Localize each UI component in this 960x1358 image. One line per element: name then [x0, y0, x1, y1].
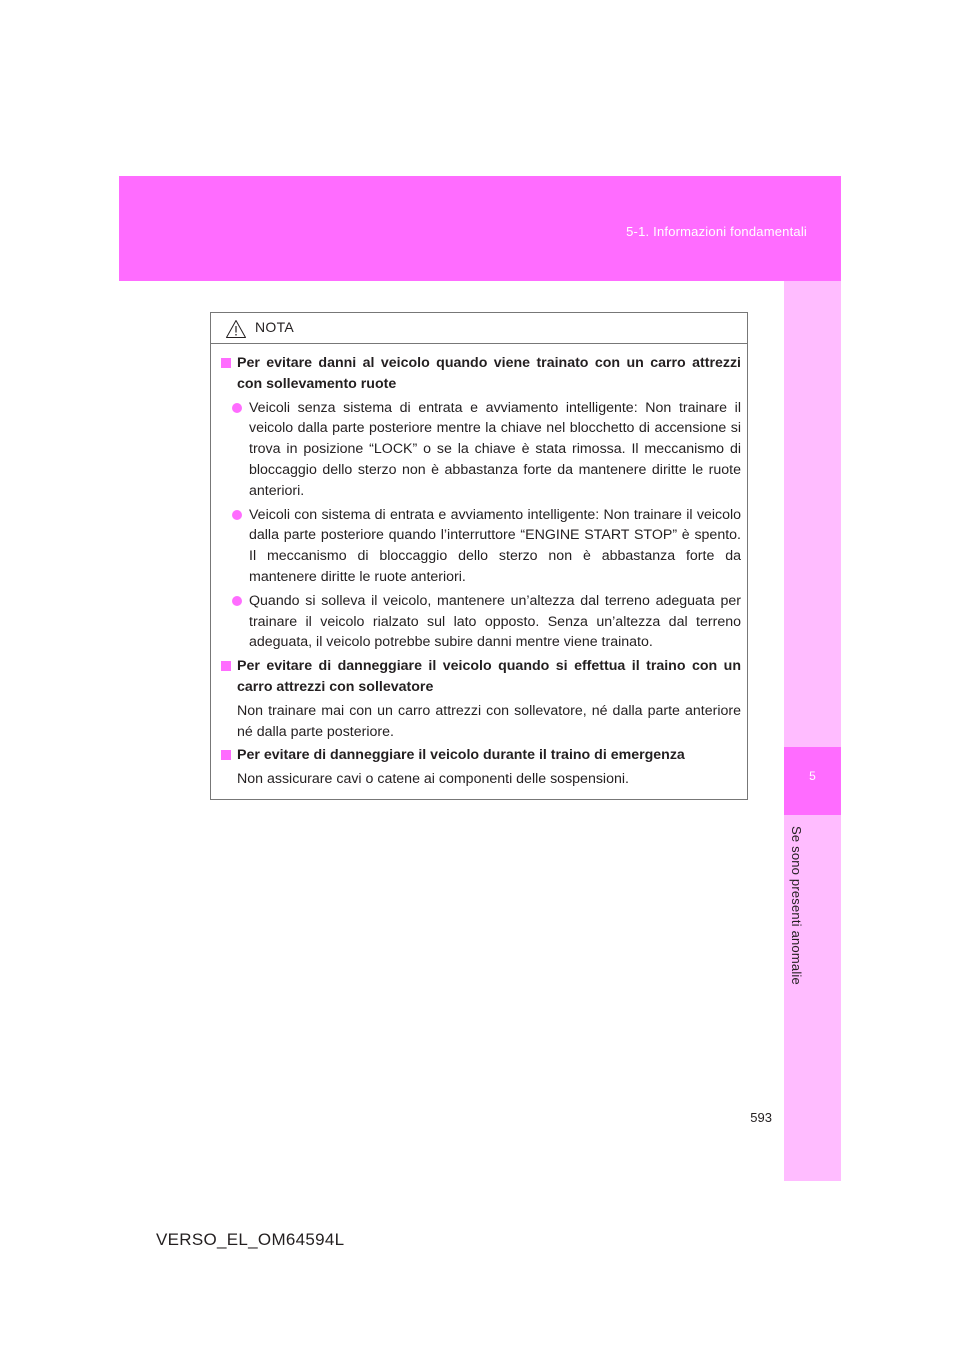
- chapter-title: Se sono presenti anomalie: [789, 826, 804, 985]
- round-bullet-icon: [232, 403, 242, 413]
- list-item: [219, 505, 741, 588]
- page-number: 593: [750, 1110, 772, 1125]
- section-heading: [219, 353, 741, 395]
- section-header-band: [119, 176, 841, 281]
- list-item: [219, 591, 741, 653]
- section-heading-text: Per evitare di danneggiare il veicolo durante il traino di emergenza: [237, 747, 685, 764]
- square-bullet-icon: [221, 661, 231, 671]
- list-item-text: Quando si solleva il veicolo, mantenere un’altezza dal terreno adeguata per trainare il veicolo rialzato sul lato opposto. Senza un’altezza dal terreno adeguata, il veicolo potrebbe subire danni mentre viene trainato.: [249, 592, 741, 651]
- note-box: [210, 312, 748, 800]
- chapter-number: 5: [809, 769, 816, 783]
- section-paragraph: Non assicurare cavi o catene ai componenti delle sospensioni.: [237, 771, 629, 788]
- chapter-side-tab: [784, 281, 841, 1181]
- document-code: VERSO_EL_OM64594L: [156, 1230, 345, 1249]
- section-title: 5-1. Informazioni fondamentali: [626, 224, 807, 239]
- list-item-text: Veicoli con sistema di entrata e avviamento intelligente: Non trainare il veicolo dalla parte posteriore quando l’interruttore “ENGINE START STOP” è spento. Il meccanismo di bloccaggio dello sterzo non è abbastanza forte da mantenere diritte le ruote anteriori.: [249, 506, 741, 585]
- section-heading-text: Per evitare di danneggiare il veicolo quando si effettua il traino con un carro attrezzi con sollevatore: [237, 658, 741, 695]
- list-item-text: Veicoli senza sistema di entrata e avviamento intelligente: Non trainare il veicolo dalla parte posteriore mentre la chiave nel blocchetto di accensione si trova in posizione “LOCK” o se la chiave è stata rimossa. Il meccanismo di bloccaggio dello sterzo non è abbastanza forte da mantenere diritte le ruote anteriori.: [249, 399, 741, 499]
- section-paragraph: Non trainare mai con un carro attrezzi con sollevatore, né dalla parte anteriore né dalla parte posteriore.: [237, 702, 741, 740]
- note-body: [211, 344, 747, 790]
- section-heading-text: Per evitare danni al veicolo quando viene trainato con un carro attrezzi con sollevamento ruote: [237, 355, 741, 392]
- section-heading: [219, 745, 741, 766]
- round-bullet-icon: [232, 596, 242, 606]
- warning-triangle-icon: [225, 319, 247, 339]
- square-bullet-icon: [221, 750, 231, 760]
- note-title: NOTA: [255, 319, 295, 335]
- section-heading: [219, 656, 741, 698]
- note-header: [211, 313, 747, 344]
- list-item: [219, 398, 741, 502]
- square-bullet-icon: [221, 358, 231, 368]
- round-bullet-icon: [232, 510, 242, 520]
